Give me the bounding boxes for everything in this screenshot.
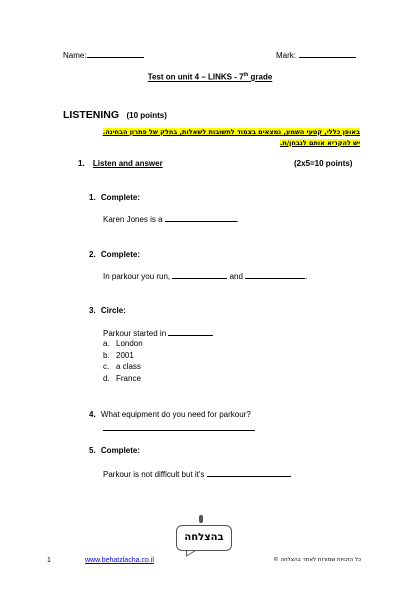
item-1-sentence [103, 213, 239, 224]
option-a-letter: a. [103, 339, 110, 348]
item-1-title-text: Complete: [100, 193, 141, 202]
option-b[interactable] [103, 351, 134, 360]
item-2-blank-1 [172, 270, 227, 279]
mark-label: Mark: [276, 51, 296, 60]
title-tail: grade [248, 72, 273, 82]
option-a[interactable] [103, 339, 143, 348]
site-link[interactable]: www.behatzlacha.co.il [85, 557, 154, 564]
item-1-blank [165, 213, 240, 224]
hebrew-note-line1: באופן כללי, קטעי השמע, נמצאים בצמוד לתשובות לשאלות, בחלק של פתרון הבחינה. [102, 128, 360, 136]
site-logo: בהצלחה [176, 525, 232, 551]
item-2-period: . [305, 272, 308, 281]
item-2-sentence [103, 270, 307, 281]
item-4-text: What equipment do you need for parkour? [100, 410, 251, 419]
copyright-notice: כל הזכויות שמורות לאתר בהצלחה © [273, 557, 361, 563]
item-5-title [89, 446, 140, 455]
name-field [63, 49, 144, 60]
question-1-number: 1. [78, 159, 85, 168]
item-4-question [89, 410, 251, 419]
item-2-number: 2. [89, 250, 96, 259]
section-heading-text: LISTENING [63, 109, 120, 121]
item-1-title [89, 193, 140, 202]
item-4-number: 4. [89, 410, 96, 419]
item-2-and: and [227, 272, 246, 281]
item-2-title [89, 250, 140, 259]
item-2-title-text: Complete: [100, 250, 141, 259]
option-b-letter: b. [103, 351, 110, 360]
question-1-points: (2x5=10 points) [294, 159, 353, 168]
item-4-answer-line [103, 430, 255, 431]
item-3-text: Parkour started in [103, 329, 169, 338]
option-c-letter: c. [103, 362, 110, 371]
option-d-letter: d. [103, 374, 110, 383]
question-1-label: Listen and answer [92, 159, 163, 168]
item-5-text: Parkour is not difficult but it's [103, 470, 207, 479]
item-2-blank-2 [245, 270, 308, 281]
item-1-text: Karen Jones is a [103, 215, 165, 224]
hebrew-instructions [62, 127, 360, 149]
item-3-sentence [103, 327, 213, 338]
option-d[interactable] [103, 374, 141, 383]
mark-blank [299, 49, 356, 58]
item-5-blank [207, 468, 291, 477]
question-1-header [78, 159, 163, 168]
option-d-text: France [116, 374, 141, 383]
item-5-title-text: Complete: [100, 446, 141, 455]
logo-mark [199, 515, 203, 523]
item-3-title [89, 306, 126, 315]
item-5-number: 5. [89, 446, 96, 455]
item-5-sentence [103, 468, 291, 479]
item-3-title-text: Circle: [100, 306, 126, 315]
option-a-text: London [116, 339, 143, 348]
mark-field [276, 49, 356, 60]
item-1-period: . [236, 215, 240, 224]
name-blank [87, 49, 144, 58]
option-c[interactable] [103, 362, 141, 371]
item-2-text: In parkour you run, [103, 272, 173, 281]
name-label: Name: [63, 51, 87, 60]
section-heading [63, 105, 167, 123]
item-3-number: 3. [89, 306, 96, 315]
item-1-number: 1. [89, 193, 96, 202]
item-3-blank [168, 327, 213, 336]
title-superscript: th [243, 72, 249, 78]
hebrew-note-line2: יש להקריא אותם לנבחן/ת. [279, 139, 360, 147]
option-b-text: 2001 [116, 351, 134, 360]
title-main: Test on unit 4 – LINKS - 7 [147, 72, 244, 82]
option-c-text: a class [116, 362, 141, 371]
page-number: 1 [47, 557, 51, 564]
page-title [0, 72, 420, 82]
section-points: (10 points) [126, 111, 167, 120]
